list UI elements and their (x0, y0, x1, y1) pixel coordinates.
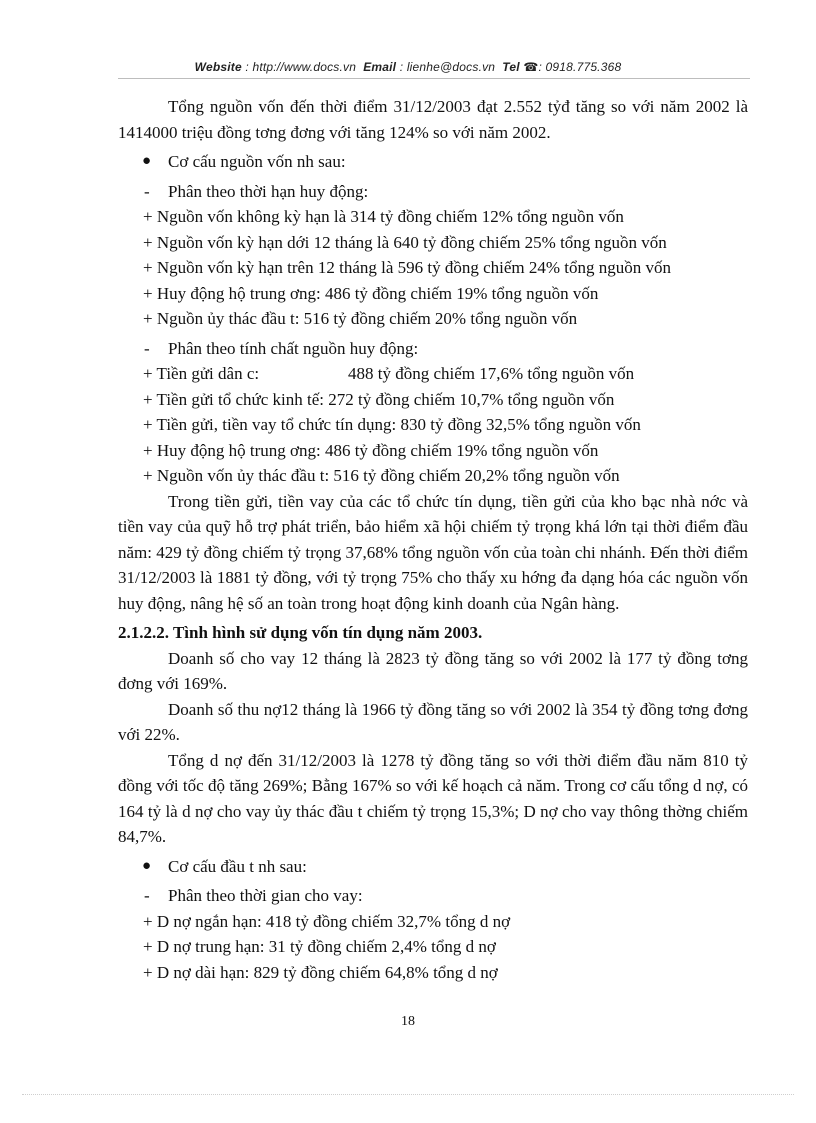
list-item-label: + Tiền gửi dân c: (143, 364, 260, 383)
list-item (118, 361, 748, 387)
bottom-divider (22, 1094, 794, 1095)
email-value[interactable]: : lienhe@docs.vn (399, 60, 496, 74)
dash-by-source-nature (118, 336, 748, 362)
list-item: + Nguồn vốn kỳ hạn trên 12 tháng là 596 tỷ đồng chiếm 24% tổng nguồn vốn (143, 258, 672, 277)
header-divider (118, 78, 750, 79)
dash-by-loan-term (118, 883, 748, 909)
list-item: + Huy động hộ trung ơng: 486 tỷ đồng chiếm 19% tổng nguồn vốn (143, 283, 599, 303)
tel-value: : 0918.775.368 (538, 60, 622, 74)
list-item: + Huy động hộ trung ơng: 486 tỷ đồng chiếm 19% tổng nguồn vốn (143, 440, 599, 460)
phone-icon: ☎ (523, 60, 539, 74)
list-item: + D nợ dài hạn: 829 tỷ đồng chiếm 64,8% tổng d nợ (143, 962, 498, 982)
tel-label: Tel (502, 60, 520, 74)
paragraph-loan-sales: Doanh số cho vay 12 tháng là 2823 tỷ đồng tăng so với 2002 là 177 tỷ đồng tơng đơng với 169%. (118, 648, 748, 693)
list-item: + Nguồn vốn kỳ hạn dới 12 tháng là 640 tỷ đồng chiếm 25% tổng nguồn vốn (143, 232, 667, 252)
document-body (118, 94, 748, 985)
bullet-investment-structure (118, 854, 748, 880)
bullet-text: Cơ cấu nguồn vốn nh sau: (168, 152, 346, 171)
paragraph-debt-collection: Doanh số thu nợ12 tháng là 1966 tỷ đồng tăng so với 2002 là 354 tỷ đồng tơng đơng với 22%. (118, 699, 748, 744)
paragraph-total-outstanding: Tổng d nợ đến 31/12/2003 là 1278 tỷ đồng tăng so với thời điểm đầu năm 810 tỷ đồng với tốc độ tăng 269%; Bằng 167% so với kế hoạch cả năm. Trong cơ cấu tổng d nợ, có 164 tỷ là d nợ cho vay ủy thác đầu t chiếm tỷ trọng 15,3%; D nợ cho vay thông thờng chiếm 84,7%. (118, 750, 748, 846)
list-item: + Nguồn ủy thác đầu t: 516 tỷ đồng chiếm 20% tổng nguồn vốn (143, 309, 578, 328)
list-item: + D nợ ngắn hạn: 418 tỷ đồng chiếm 32,7% tổng d nợ (143, 911, 511, 931)
list-item: + D nợ trung hạn: 31 tỷ đồng chiếm 2,4% tổng d nợ (143, 937, 496, 956)
list-item: + Tiền gửi, tiền vay tổ chức tín dụng: 830 tỷ đồng 32,5% tổng nguồn vốn (143, 415, 641, 434)
paragraph-deposits: Trong tiền gửi, tiền vay của các tổ chức tín dụng, tiền gửi của kho bạc nhà nớc và tiền vay của quỹ hỗ trợ phát triển, bảo hiểm xã hội chiếm tỷ trọng khá lớn tại thời điểm đầu năm: 429 tỷ đồng chiếm tỷ trọng 37,68% tổng nguồn vốn của toàn chi nhánh. Đến thời điểm 31/12/2003 là 1881 tỷ đồng, với tỷ trọng 75% cho thấy xu hớng đa dạng hóa các nguồn vốn huy động, nâng hệ số an toàn trong hoạt động kinh doanh của Ngân hàng. (118, 491, 748, 613)
list-item: + Nguồn vốn không kỳ hạn là 314 tỷ đồng chiếm 12% tổng nguồn vốn (143, 207, 624, 226)
email-label: Email (363, 60, 397, 74)
dash-by-term (118, 179, 748, 205)
dash-icon: - (144, 886, 150, 905)
section-heading: 2.1.2.2. Tình hình sử dụng vốn tín dụng năm 2003. (118, 623, 483, 642)
page-header (0, 60, 816, 74)
list-item: + Tiền gửi tổ chức kinh tế: 272 tỷ đồng chiếm 10,7% tổng nguồn vốn (143, 389, 615, 409)
dash-text: Phân theo thời gian cho vay: (168, 886, 363, 905)
bullet-text: Cơ cấu đầu t nh sau: (168, 856, 307, 876)
dash-text: Phân theo thời hạn huy động: (168, 181, 369, 201)
dash-text: Phân theo tính chất nguồn huy động: (168, 338, 419, 358)
bullet-capital-structure (118, 149, 748, 175)
website-value[interactable]: : http://www.docs.vn (245, 60, 357, 74)
bullet-icon: ● (142, 857, 152, 874)
page-number: 18 (401, 1014, 415, 1029)
dash-icon: - (144, 181, 150, 201)
list-item-value: 488 tỷ đồng chiếm 17,6% tổng nguồn vốn (348, 364, 635, 383)
bullet-icon: ● (142, 153, 152, 169)
list-item: + Nguồn vốn ủy thác đầu t: 516 tỷ đồng chiếm 20,2% tổng nguồn vốn (143, 466, 620, 485)
paragraph-total-capital: Tổng nguồn vốn đến thời điểm 31/12/2003 đạt 2.552 tỷđ tăng so với năm 2002 là 1414000 triệu đồng tơng đơng với tăng 124% so với năm 2002. (118, 97, 748, 142)
dash-icon: - (144, 338, 150, 358)
website-label: Website (194, 60, 242, 74)
